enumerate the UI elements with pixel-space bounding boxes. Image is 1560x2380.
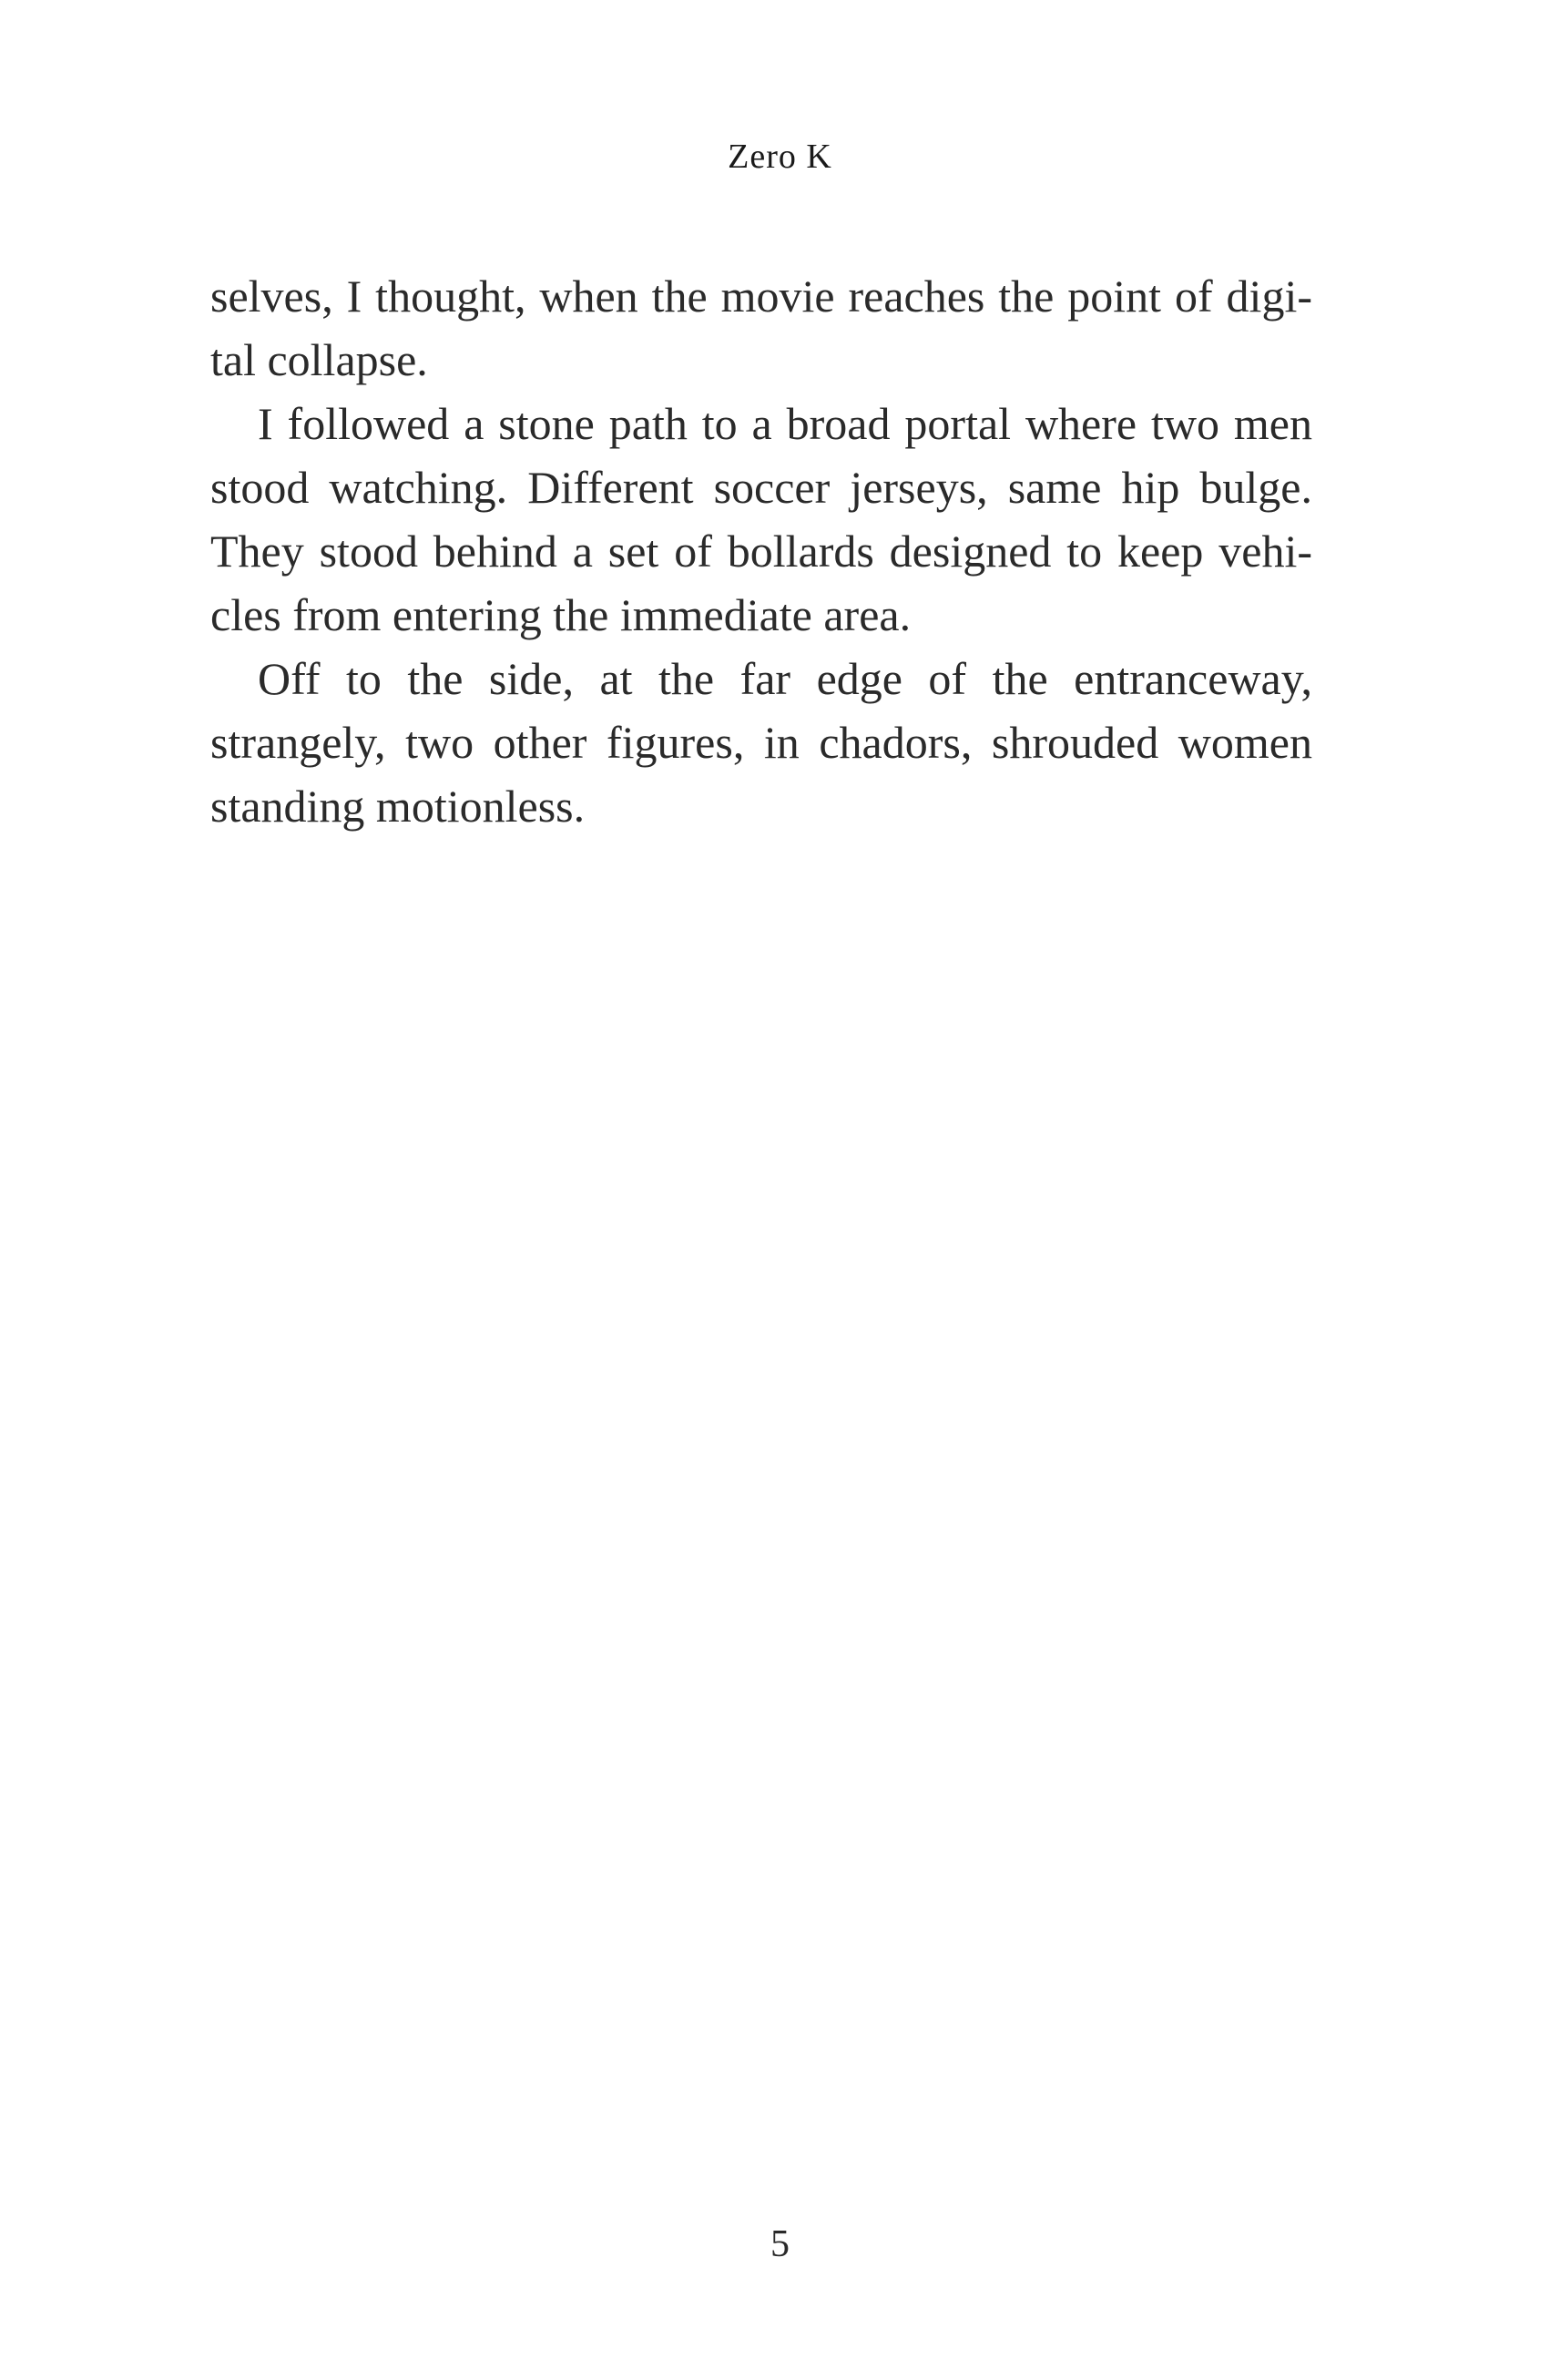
running-title: Zero K — [728, 138, 832, 176]
page-number: 5 — [770, 2223, 790, 2265]
paragraph-continued: selves, I thought, when the movie reaches the point of digital collapse. — [210, 271, 1312, 385]
paragraph: I followed a stone path to a broad portal where two men stood watching. Different soccer jerseys, same hip bulge. They stood behind a set of bollards designed to keep vehicles from entering the immediate area. — [210, 398, 1312, 640]
body-text — [210, 264, 1312, 838]
paragraph: Off to the side, at the far edge of the entranceway, strangely, two other figures, in chadors, shrouded women standing motionless. — [210, 653, 1312, 832]
